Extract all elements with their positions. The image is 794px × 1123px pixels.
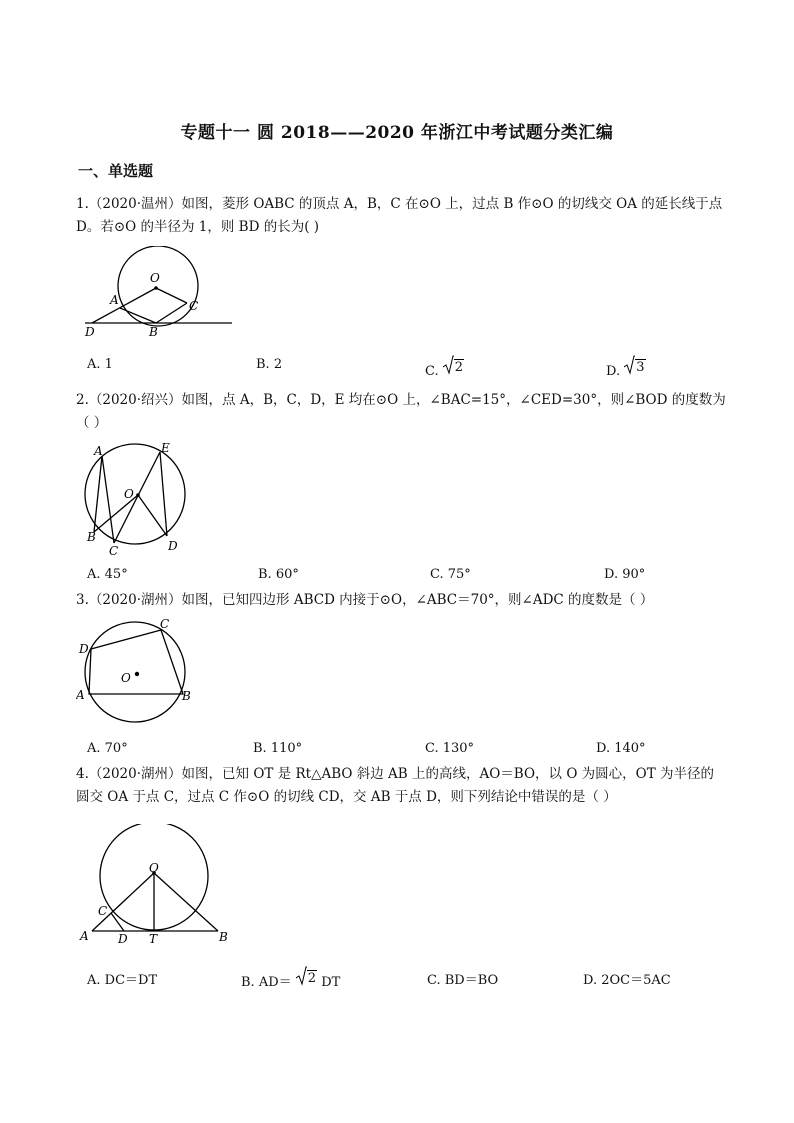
label-C: C <box>160 617 170 631</box>
q2-option-c[interactable]: C. 75° <box>430 567 471 582</box>
label-O: O <box>149 861 159 875</box>
question-3-stem: 3.（2020·湖州）如图，已知四边形 ABCD 内接于⊙O，∠ABC＝70°，则∠ADC 的度数是（ ） <box>76 592 654 608</box>
q3-option-a[interactable]: A. 70° <box>87 741 128 756</box>
q2-option-a[interactable]: A. 45° <box>87 567 128 582</box>
sqrt-symbol <box>296 966 317 986</box>
q3-option-b[interactable]: B. 110° <box>253 741 303 756</box>
q1-option-a[interactable]: A. 1 <box>87 357 113 372</box>
q4-option-a[interactable]: A. DC＝DT <box>87 973 158 988</box>
q4-option-b[interactable] <box>241 966 340 990</box>
label-D: D <box>79 642 89 656</box>
sqrt-symbol <box>624 355 645 375</box>
label-D: D <box>118 932 128 946</box>
label-A: A <box>80 929 89 943</box>
question-2-stem: 2.（2020·绍兴）如图，点 A，B，C，D，E 均在⊙O 上，∠BAC=15°，∠CED=30°，则∠BOD 的度数为（ ） <box>76 392 726 431</box>
label-O: O <box>150 271 160 285</box>
q2-option-d[interactable]: D. 90° <box>604 567 646 582</box>
section-heading: 一、单选题 <box>78 162 154 180</box>
q1-option-b[interactable]: B. 2 <box>256 357 283 372</box>
q4-option-c[interactable]: C. BD＝BO <box>427 973 499 988</box>
label-B: B <box>182 689 191 703</box>
q4-option-d[interactable]: D. 2OC＝5AC <box>583 973 671 988</box>
label-B: B <box>87 530 96 544</box>
question-4-stem: 4.（2020·湖州）如图，已知 OT 是 Rt△ABO 斜边 AB 上的高线，AO＝BO，以 O 为圆心，OT 为半径的圆交 OA 于点 C，过点 C 作⊙O 的切线 CD，交 AB 于点 D，则下列结论中错误的是（ ） <box>76 766 715 805</box>
q1-option-c[interactable] <box>425 355 464 379</box>
q4-option-b-radicand: 2 <box>307 971 317 986</box>
label-E: E <box>161 441 170 455</box>
page-title: 专题十一 圆 2018——2020 年浙江中考试题分类汇编 <box>180 123 614 143</box>
label-C: C <box>98 904 108 918</box>
q1-option-d[interactable] <box>606 355 646 379</box>
label-A: A <box>110 293 119 307</box>
label-C: C <box>109 544 119 558</box>
label-D: D <box>168 539 178 553</box>
q2-option-b[interactable]: B. 60° <box>258 567 299 582</box>
q1-option-d-radicand: 3 <box>636 360 645 375</box>
label-O: O <box>121 671 131 685</box>
q4-option-b-suffix: DT <box>321 975 341 990</box>
label-A: A <box>76 688 85 702</box>
label-A: A <box>94 444 103 458</box>
label-O: O <box>124 487 134 501</box>
label-C: C <box>189 299 199 313</box>
question-1-stem: 1.（2020·温州）如图，菱形 OABC 的顶点 A，B，C 在⊙O 上，过点 B 作⊙O 的切线交 OA 的延长线于点 D。若⊙O 的半径为 1，则 BD 的长为( ) <box>76 196 723 235</box>
question-1-figure <box>80 246 240 340</box>
label-B: B <box>149 325 158 339</box>
q4-option-b-label: B. AD＝ <box>241 975 292 990</box>
label-B: B <box>219 930 228 944</box>
question-4-figure <box>78 824 238 948</box>
q3-option-d[interactable]: D. 140° <box>596 741 646 756</box>
label-D: D <box>85 325 95 339</box>
q1-option-d-label: D. <box>606 364 621 379</box>
label-T: T <box>149 932 158 946</box>
q1-option-c-label: C. <box>425 364 439 379</box>
question-2-figure <box>82 440 192 558</box>
q3-option-c[interactable]: C. 130° <box>425 741 475 756</box>
sqrt-symbol <box>443 355 464 375</box>
question-3-figure <box>76 616 196 728</box>
q1-option-c-radicand: 2 <box>454 360 464 375</box>
